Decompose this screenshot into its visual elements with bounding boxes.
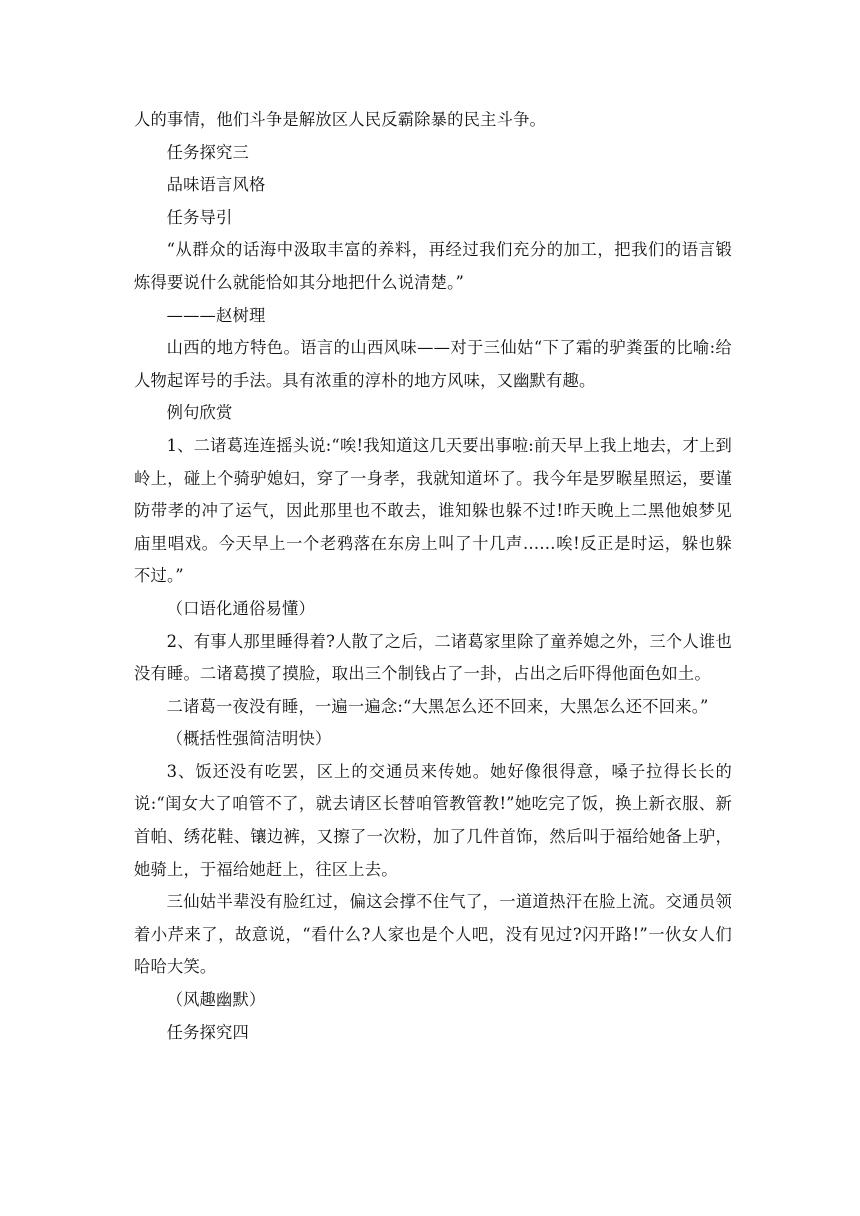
- example-note-1: （口语化通俗易懂）: [166, 598, 315, 618]
- example-paragraph-2b: 二诸葛一夜没有睡，一遍一遍念:“大黑怎么还不回来，大黑怎么还不回来。”: [166, 696, 709, 716]
- section-heading-task-four: 任务探究四: [166, 1022, 250, 1042]
- example-note-3: （风趣幽默）: [166, 990, 266, 1010]
- paragraph-shanxi-style: 山西的地方特色。语言的山西风味——对于三仙姑“下了霜的驴粪蛋的比喻:给人物起诨号的手法。具有浓重的淳朴的地方风味，又幽默有趣。: [134, 338, 732, 390]
- quote-attribution: ———赵树理: [166, 305, 266, 325]
- subheading-task-guide: 任务导引: [166, 207, 233, 227]
- example-paragraph-1: 1、二诸葛连连摇头说:“唉!我知道这几天要出事啦:前天早上我上地去，才上到岭上，碰上个骑驴媳妇，穿了一身孝，我就知道坏了。我今年是罗睺星照运，要谨防带孝的冲了运气，因此那里也不敢去，谁知躲也躲不过!昨天晚上二黑他娘梦见庙里唱戏。今天早上一个老鸦落在东房上叫了十几声……唉!反正是时运，躲也躲不过。”: [134, 435, 732, 586]
- example-note-2: （概括性强简洁明快）: [166, 729, 332, 749]
- subheading-example-sentences: 例句欣赏: [166, 403, 233, 423]
- section-heading-task-three: 任务探究三: [166, 142, 250, 162]
- example-paragraph-2: 2、有事人那里睡得着?人散了之后，二诸葛家里除了童养媳之外，三个人谁也没有睡。二诸葛摸了摸脸，取出三个制钱占了一卦，占出之后吓得他面色如土。: [134, 631, 732, 684]
- quote-paragraph: “从群众的话海中汲取丰富的养料，再经过我们充分的加工，把我们的语言锻炼得要说什么就能恰如其分地把什么说清楚。”: [134, 240, 732, 292]
- paragraph-continuation: 人的事情，他们斗争是解放区人民反霸除暴的民主斗争。: [134, 110, 547, 129]
- document-page: [134, 104, 732, 1049]
- example-paragraph-3: 3、饭还没有吃罢，区上的交通员来传她。她好像很得意，嗓子拉得长长的说:“闺女大了咱管不了，就去请区长替咱管教管教!”她吃完了饭，换上新衣服、新首帕、绣花鞋、镶边裤，又擦了一次粉，加了几件首饰，然后叫于福给她备上驴，她骑上，于福给她赶上，往区上去。: [134, 761, 732, 879]
- example-paragraph-3b: 三仙姑半辈没有脸红过，偏这会撑不住气了，一道道热汗在脸上流。交通员领着小芹来了，故意说，“看什么?人家也是个人吧，没有见过?闪开路!”一伙女人们哈哈大笑。: [134, 892, 732, 977]
- subheading-language-style: 品味语言风格: [166, 175, 266, 195]
